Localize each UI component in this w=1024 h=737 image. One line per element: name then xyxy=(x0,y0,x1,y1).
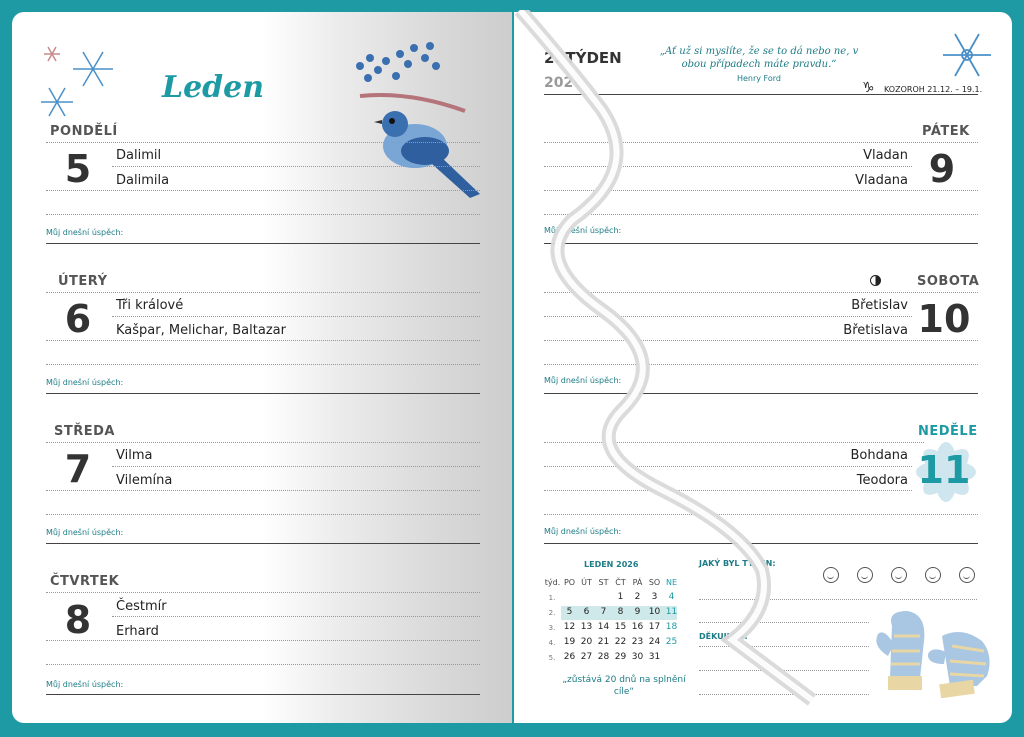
divider xyxy=(46,490,480,491)
success-label: Můj dnešní úspěch: xyxy=(46,680,124,689)
name-day: Břetislav xyxy=(851,298,908,313)
capricorn-icon: ♑ xyxy=(862,80,875,96)
name-day: Vilemína xyxy=(116,473,173,488)
calendar-header: týd. xyxy=(544,578,561,587)
snowflake-icon xyxy=(40,42,130,122)
divider xyxy=(46,442,480,443)
calendar-day: 23 xyxy=(631,637,644,647)
divider xyxy=(46,364,480,365)
calendar-day: 17 xyxy=(648,622,661,632)
name-day: Dalimila xyxy=(116,173,170,188)
calendar-day: 30 xyxy=(631,652,644,662)
calendar-day: 6 xyxy=(583,607,590,617)
calendar-week-number: 3. xyxy=(548,624,556,632)
name-day: Břetislava xyxy=(843,323,908,338)
success-label: Můj dnešní úspěch: xyxy=(544,376,622,385)
day-label: SOBOTA xyxy=(917,274,980,289)
calendar-day: 22 xyxy=(614,637,627,647)
zodiac-text: KOZOROH 21.12. – 19.1. xyxy=(884,85,983,94)
day-number: 8 xyxy=(64,598,92,642)
day-label: NEDĚLE xyxy=(918,424,978,439)
divider xyxy=(46,340,480,341)
divider xyxy=(112,616,480,617)
day-label: STŘEDA xyxy=(54,424,115,439)
year: 2026 xyxy=(544,75,583,91)
divider xyxy=(46,514,480,515)
thanks-label: DĚKUJI ZA: xyxy=(699,632,748,641)
goal-note: „zůstává 20 dnů na splnění cíle“ xyxy=(562,675,686,697)
calendar-day: 29 xyxy=(614,652,627,662)
day-number: 7 xyxy=(64,447,92,491)
day-label: ČTVRTEK xyxy=(50,574,120,589)
name-day: Dalimil xyxy=(116,148,162,163)
month-title: Leden xyxy=(162,70,265,105)
name-day: Vladana xyxy=(855,173,908,188)
smiley-icon[interactable] xyxy=(857,567,873,583)
calendar-day: 20 xyxy=(580,637,593,647)
smiley-icon[interactable] xyxy=(891,567,907,583)
name-day: Erhard xyxy=(116,624,159,639)
calendar-header: NE xyxy=(665,578,678,587)
success-label: Můj dnešní úspěch: xyxy=(46,378,124,387)
calendar-day: 21 xyxy=(597,637,610,647)
name-day: Vilma xyxy=(116,448,153,463)
divider xyxy=(46,292,480,293)
divider xyxy=(46,592,480,593)
ribbon-bookmark xyxy=(512,10,832,710)
calendar-header: ČT xyxy=(615,578,626,587)
calendar-header: PO xyxy=(563,578,576,587)
day-label: PÁTEK xyxy=(922,124,970,139)
divider xyxy=(46,190,480,191)
calendar-day: 2 xyxy=(634,592,641,602)
success-label: Můj dnešní úspěch: xyxy=(544,527,622,536)
week-title: 2. TÝDEN xyxy=(544,49,622,67)
calendar-day: 13 xyxy=(580,622,593,632)
divider xyxy=(46,243,480,244)
calendar-day: 8 xyxy=(617,607,624,617)
name-day: Čestmír xyxy=(116,599,167,614)
name-day: Teodora xyxy=(856,473,908,488)
calendar-header: ÚT xyxy=(581,578,592,587)
calendar-week-number: 2. xyxy=(548,609,556,617)
calendar-day: 31 xyxy=(648,652,661,662)
calendar-header: SO xyxy=(648,578,661,587)
calendar-day: 19 xyxy=(563,637,576,647)
blue-jay-illustration xyxy=(340,36,490,206)
divider xyxy=(46,214,480,215)
divider xyxy=(112,316,480,317)
divider xyxy=(46,543,480,544)
smiley-icon[interactable] xyxy=(925,567,941,583)
divider xyxy=(46,142,480,143)
divider xyxy=(46,640,480,641)
day-number: 10 xyxy=(917,297,971,341)
divider xyxy=(112,466,480,467)
calendar-day: 12 xyxy=(563,622,576,632)
calendar-week-number: 5. xyxy=(548,654,556,662)
calendar-day: 16 xyxy=(631,622,644,632)
name-day: Kašpar, Melichar, Baltazar xyxy=(116,323,286,338)
calendar-week-number: 4. xyxy=(548,639,556,647)
success-label: Můj dnešní úspěch: xyxy=(544,226,622,235)
calendar-day: 7 xyxy=(600,607,607,617)
calendar-day: 4 xyxy=(668,592,675,602)
day-label: PONDĚLÍ xyxy=(50,124,118,139)
calendar-day: 25 xyxy=(665,637,678,647)
name-day: Tři králové xyxy=(116,298,184,313)
quote: „Ať už si myslíte, že se to dá nebo ne, v obou případech máte pravdu.“ xyxy=(659,46,859,70)
calendar-day: 14 xyxy=(597,622,610,632)
moon-phase-icon xyxy=(870,275,881,286)
divider xyxy=(46,694,480,695)
mood-label: JAKÝ BYL TÝDEN: xyxy=(699,559,776,568)
snowflake-icon xyxy=(938,26,996,84)
calendar-day: 3 xyxy=(651,592,658,602)
day-number: 11 xyxy=(917,448,971,492)
success-label: Můj dnešní úspěch: xyxy=(46,228,124,237)
calendar-title: LEDEN 2026 xyxy=(584,560,639,569)
day-label: ÚTERÝ xyxy=(58,274,108,289)
calendar-week-number: 1. xyxy=(548,594,556,602)
calendar-header: ST xyxy=(598,578,609,587)
calendar-day: 10 xyxy=(648,607,661,617)
calendar-day: 5 xyxy=(566,607,573,617)
name-day: Bohdana xyxy=(850,448,908,463)
calendar-day: 26 xyxy=(563,652,576,662)
calendar-day: 11 xyxy=(665,607,678,617)
day-number: 6 xyxy=(64,297,92,341)
divider xyxy=(46,393,480,394)
quote-author: Henry Ford xyxy=(736,74,781,83)
calendar-day: 24 xyxy=(648,637,661,647)
success-label: Můj dnešní úspěch: xyxy=(46,528,124,537)
name-day: Vladan xyxy=(863,148,908,163)
calendar-day: 28 xyxy=(597,652,610,662)
mittens-illustration xyxy=(872,606,998,698)
calendar-header: PÁ xyxy=(632,578,643,587)
smiley-icon[interactable] xyxy=(959,567,975,583)
calendar-day: 15 xyxy=(614,622,627,632)
left-page xyxy=(12,12,512,723)
calendar-day: 18 xyxy=(665,622,678,632)
calendar-day: 9 xyxy=(634,607,641,617)
divider xyxy=(46,664,480,665)
day-number: 9 xyxy=(928,147,956,191)
divider xyxy=(112,166,480,167)
day-number: 5 xyxy=(64,147,92,191)
calendar-day: 1 xyxy=(617,592,624,602)
calendar-day: 27 xyxy=(580,652,593,662)
